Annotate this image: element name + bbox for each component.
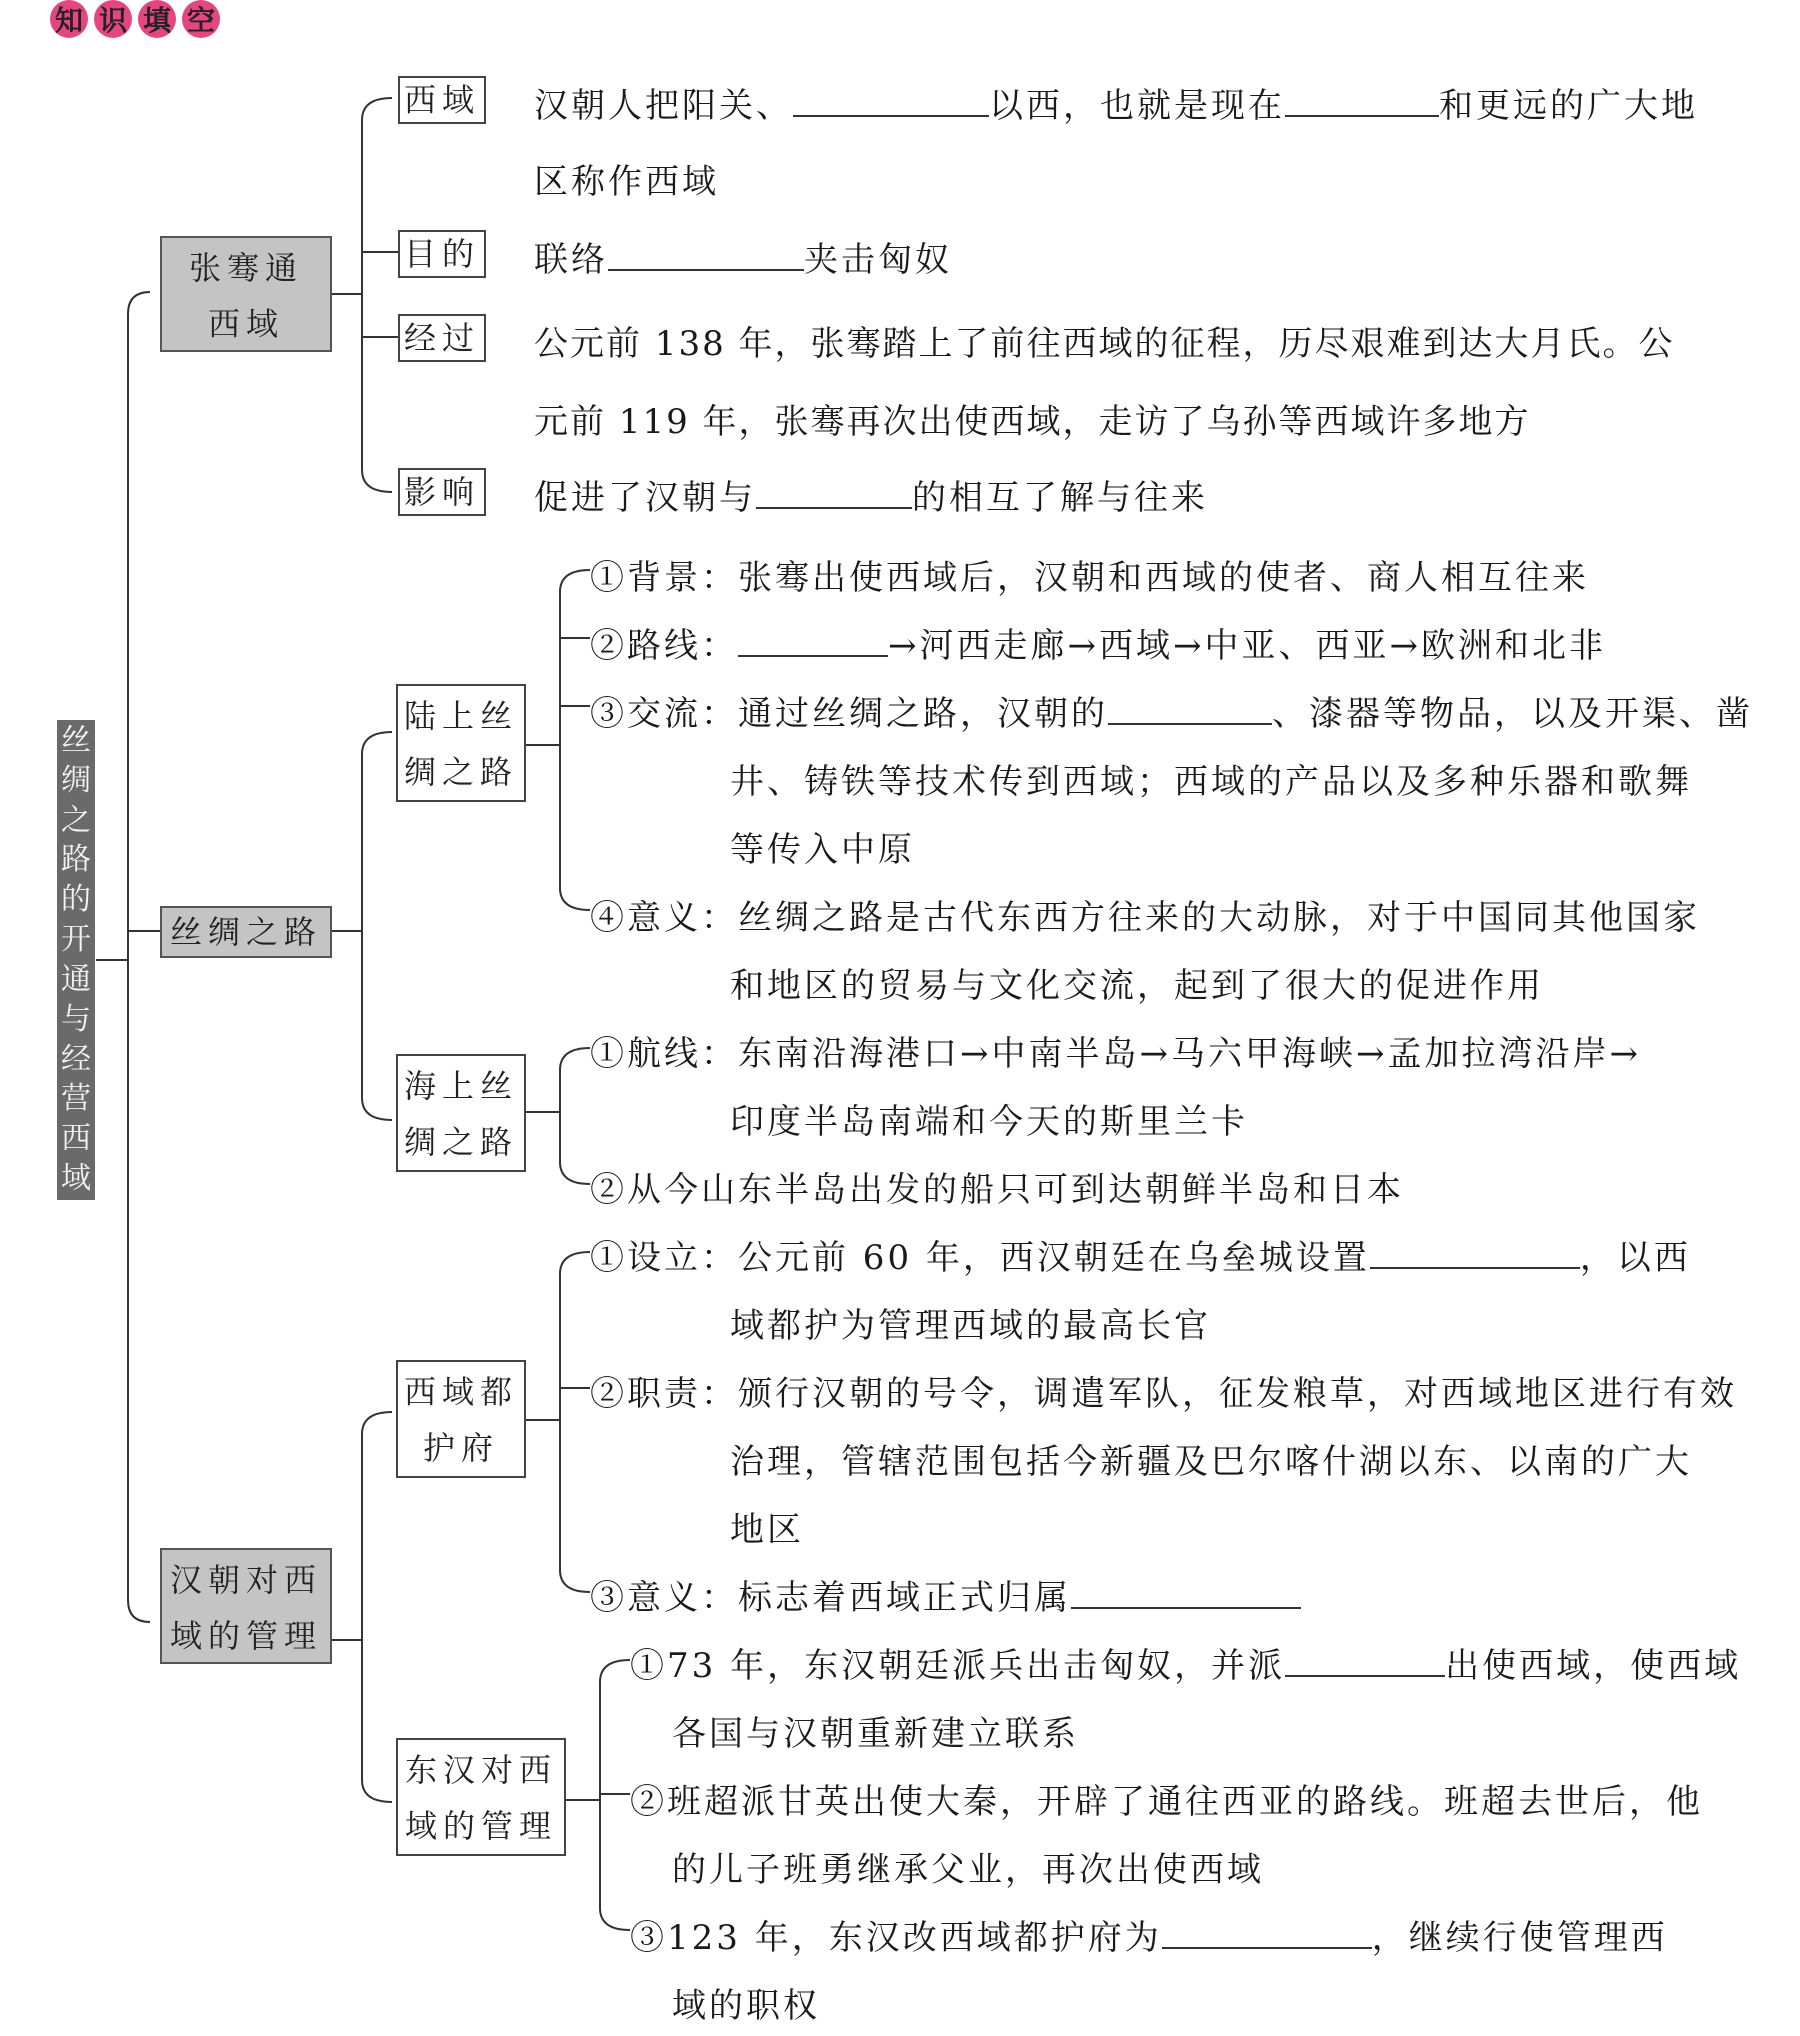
land-item-1: ①背景：张骞出使西域后，汉朝和西域的使者、商人相互往来: [590, 558, 1589, 598]
sea-item-1: ①航线：东南沿海港口→中南半岛→马六甲海峡→孟加拉湾沿岸→: [590, 1034, 1641, 1074]
root-title-char: 西: [61, 1121, 91, 1157]
jingguo-line-1: 公元前 138 年，张骞踏上了前往西域的征程，历尽艰难到达大月氏。公: [534, 324, 1675, 364]
donghan-item-1-cont: 各国与汉朝重新建立联系: [672, 1714, 1079, 1754]
duhu-item-2: ②职责：颁行汉朝的号令，调遣军队，征发粮草，对西域地区进行有效: [590, 1374, 1737, 1414]
blank-field[interactable]: [1370, 1233, 1580, 1269]
jingguo-line-2: 元前 119 年，张骞再次出使西域，走访了乌孙等西域许多地方: [534, 402, 1531, 442]
blank-field[interactable]: [1071, 1573, 1301, 1609]
root-title-char: 域: [61, 1160, 91, 1196]
land-item-3-cont2: 等传入中原: [730, 830, 915, 870]
label-donghan: 东汉对西 域的管理: [396, 1738, 566, 1856]
node-silk-road: 丝绸之路: [160, 906, 332, 958]
node-han-governance: [160, 1548, 332, 1664]
duhu-item-2-cont2: 地区: [730, 1510, 804, 1550]
land-item-4-cont: 和地区的贸易与文化交流，起到了很大的促进作用: [730, 966, 1544, 1006]
label-mudi: 目的: [398, 230, 486, 278]
blank-field[interactable]: [608, 235, 804, 271]
node-label: 域的管理: [169, 1617, 322, 1655]
blank-field[interactable]: [1162, 1913, 1372, 1949]
badge-char: 填: [138, 0, 176, 38]
duhu-item-1: ①设立：公元前 60 年，西汉朝廷在乌垒城设置 ，以西: [590, 1230, 1691, 1279]
badge-char: 知: [50, 0, 88, 38]
mudi-line: 联络 夹击匈奴: [534, 232, 952, 281]
donghan-item-3: ③123 年，东汉改西域都护府为 ，继续行使管理西: [630, 1910, 1668, 1959]
badge-char: 识: [94, 0, 132, 38]
node-zhangqian-xiyu: [160, 236, 332, 352]
land-item-3-cont: 井、铸铁等技术传到西域；西域的产品以及多种乐器和歌舞: [730, 762, 1692, 802]
blank-field[interactable]: [1285, 81, 1439, 117]
root-title-char: 路: [61, 842, 91, 878]
root-title-char: 营: [61, 1081, 91, 1117]
sea-item-2: ②从今山东半岛出发的船只可到达朝鲜半岛和日本: [590, 1170, 1404, 1210]
donghan-item-1: ①73 年，东汉朝廷派兵出击匈奴，并派 出使西域，使西域: [630, 1638, 1741, 1687]
label-duhu-fu: 西域都 护府: [396, 1360, 526, 1478]
root-title-char: 之: [61, 802, 91, 838]
label-sea-silk-road: 海上丝 绸之路: [396, 1054, 526, 1172]
land-item-3: ③交流：通过丝绸之路，汉朝的 、漆器等物品，以及开渠、凿: [590, 686, 1753, 735]
donghan-item-3-cont: 域的职权: [672, 1986, 820, 2026]
node-label: 西域: [207, 305, 284, 343]
node-label: 汉朝对西: [169, 1561, 322, 1599]
root-title-char: 的: [61, 882, 91, 918]
donghan-item-2-cont: 的儿子班勇继承父业，再次出使西域: [672, 1850, 1264, 1890]
land-item-4: ④意义：丝绸之路是古代东西方往来的大动脉，对于中国同其他国家: [590, 898, 1700, 938]
duhu-item-3: ③意义：标志着西域正式归属: [590, 1570, 1301, 1619]
xiyu-line-2: 区称作西域: [534, 162, 719, 202]
root-title-char: 与: [61, 1001, 91, 1037]
root-title-char: 丝: [61, 723, 91, 758]
blank-field[interactable]: [1285, 1641, 1445, 1677]
duhu-item-1-cont: 域都护为管理西域的最高长官: [730, 1306, 1211, 1346]
badge-char: 空: [182, 0, 220, 38]
root-title-char: 通: [61, 961, 91, 997]
land-item-2: ②路线： →河西走廊→西域→中亚、西亚→欧洲和北非: [590, 618, 1606, 667]
blank-field[interactable]: [1108, 689, 1272, 725]
label-land-silk-road: 陆上丝 绸之路: [396, 684, 526, 802]
root-title: [57, 720, 95, 1200]
blank-field[interactable]: [756, 473, 912, 509]
root-title-char: 绸: [61, 762, 91, 798]
xiyu-line-1: 汉朝人把阳关、 以西，也就是现在 和更远的广大地: [534, 78, 1698, 127]
knowledge-fill-badge: [50, 0, 220, 38]
label-xiyu: 西域: [398, 76, 486, 124]
yingxiang-line: 促进了汉朝与 的相互了解与往来: [534, 470, 1208, 519]
donghan-item-2: ②班超派甘英出使大秦，开辟了通往西亚的路线。班超去世后，他: [630, 1782, 1703, 1822]
root-title-char: 开: [61, 922, 91, 958]
label-jingguo: 经过: [398, 314, 486, 362]
node-label: 张骞通: [188, 249, 303, 287]
duhu-item-2-cont: 治理，管辖范围包括今新疆及巴尔喀什湖以东、以南的广大: [730, 1442, 1692, 1482]
blank-field[interactable]: [793, 81, 989, 117]
blank-field[interactable]: [738, 621, 888, 657]
sea-item-1-cont: 印度半岛南端和今天的斯里兰卡: [730, 1102, 1248, 1142]
root-title-char: 经: [61, 1041, 91, 1077]
label-yingxiang: 影响: [398, 468, 486, 516]
